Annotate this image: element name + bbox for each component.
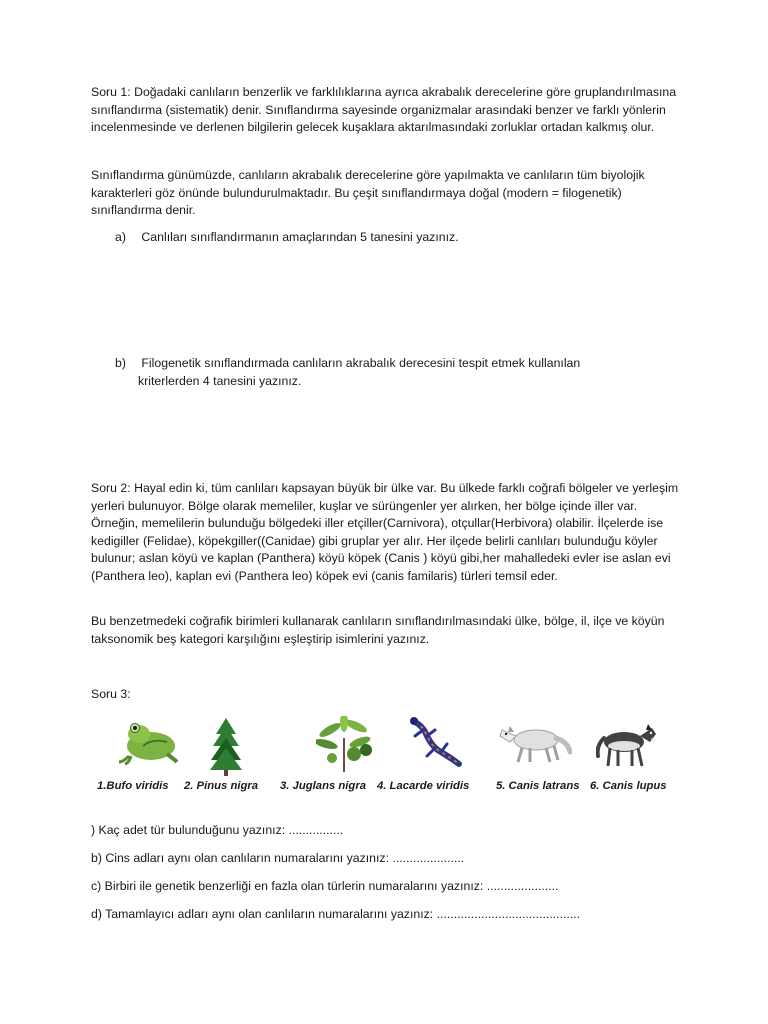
soru1-intro-paragraph: Soru 1: Doğadaki canlıların benzerlik ve farklılıklarına ayrıca akrabalık derecelerine göre gruplandırılmasına sınıflandırma (sistematik) denir. Sınıflandırma sayesinde organizmalar arasındaki benzer ve farklı yönlerin incelenmesinde ve derlenen bilgilerin gelecek kuşaklara aktarılmasındaki zorluklar ortadan kalkmış olur. <box>91 85 677 134</box>
soru3-question-b: b) Cins adları aynı olan canlıların numaralarını yazınız: ..................... <box>91 851 465 865</box>
species-caption-2: 2. Pinus nigra <box>184 780 259 792</box>
species-caption-5: 5. Canis latrans <box>496 780 580 792</box>
soru3-title: Soru 3: <box>91 687 131 701</box>
soru2-instruction: Bu benzetmedeki coğrafik birimleri kullanarak canlıların sınıflandırılmasındaki ülke, bölge, il, ilçe ve köyün taksonomik beş kategori karşılığını eşleştirip isimlerini yazınız. <box>91 614 665 646</box>
question-b-label: b) <box>115 356 126 370</box>
species-item-3 <box>280 716 380 800</box>
soru1-question-b <box>115 355 675 390</box>
species-caption-1: 1.Bufo viridis <box>97 780 169 792</box>
frog-icon <box>117 716 179 766</box>
species-figure-row <box>92 716 682 800</box>
coyote-icon <box>496 716 572 764</box>
pine-tree-icon <box>209 716 243 776</box>
species-caption-3: 3. Juglans nigra <box>280 780 367 792</box>
species-caption-4: 4. Lacarde viridis <box>377 780 470 792</box>
question-a-text: Canlıları sınıflandırmanın amaçlarından 5 tanesini yazınız. <box>141 230 459 244</box>
species-item-1 <box>97 716 182 800</box>
wolf-icon <box>596 716 660 768</box>
species-caption-6: 6. Canis lupus <box>590 780 667 792</box>
question-b-text-line2: kriterlerden 4 tanesini yazınız. <box>138 373 302 388</box>
question-b-text-line1: Filogenetik sınıflandırmada canlıların akrabalık derecesini tespit etmek kullanılan <box>141 356 581 370</box>
species-item-4 <box>377 716 487 800</box>
soru3-question-d: d) Tamamlayıcı adları aynı olan canlıların numaralarını yazınız: .......................................... <box>91 907 581 921</box>
soru3-question-a: ) Kaç adet tür bulunduğunu yazınız: ................ <box>91 823 344 837</box>
lizard-icon <box>407 716 463 770</box>
soru1-question-a <box>115 229 675 247</box>
species-item-5 <box>488 716 588 800</box>
species-item-6 <box>590 716 682 800</box>
soru1-second-paragraph: Sınıflandırma günümüzde, canlıların akrabalık derecelerine göre yapılmakta ve canlıların tüm biyolojik karakterleri göz önünde bulundurulmaktadır. Bu çeşit sınıflandırmaya doğal (modern = filogenetik) sınıflandırma denir. <box>91 168 645 217</box>
species-item-2 <box>184 716 274 800</box>
walnut-branch-icon <box>316 716 376 774</box>
soru3-question-c: c) Birbiri ile genetik benzerliği en fazla olan türlerin numaralarını yazınız: ..................... <box>91 879 559 893</box>
question-a-label: a) <box>115 230 126 244</box>
soru2-paragraph: Soru 2: Hayal edin ki, tüm canlıları kapsayan büyük bir ülke var. Bu ülkede farklı coğrafi bölgeler ve yerleşim yerleri bulunuyor. Bölge olarak memeliler, kuşlar ve sürüngenler yer alırken, her bölge içinde iller var. Örneğin, memelilerin bulunduğu bölgedeki iller etçiller(Carnivora), otçullar(Herbivora) olabilir. İlçelerde ise kedigiller (Felidae), köpekgiller((Canidae) gibi gruplar yer alır. Her ilçede belirli canlıları bulunduğu köyler bulunur; aslan köyü ve kaplan (Panthera) köyü köpek (Canis ) köyü gibi,her mahalledeki evler ise aslan evi (Panthera leo), kaplan evi (Panthera leo) köpek evi (canis familaris) türleri temsil eder. <box>91 481 679 583</box>
